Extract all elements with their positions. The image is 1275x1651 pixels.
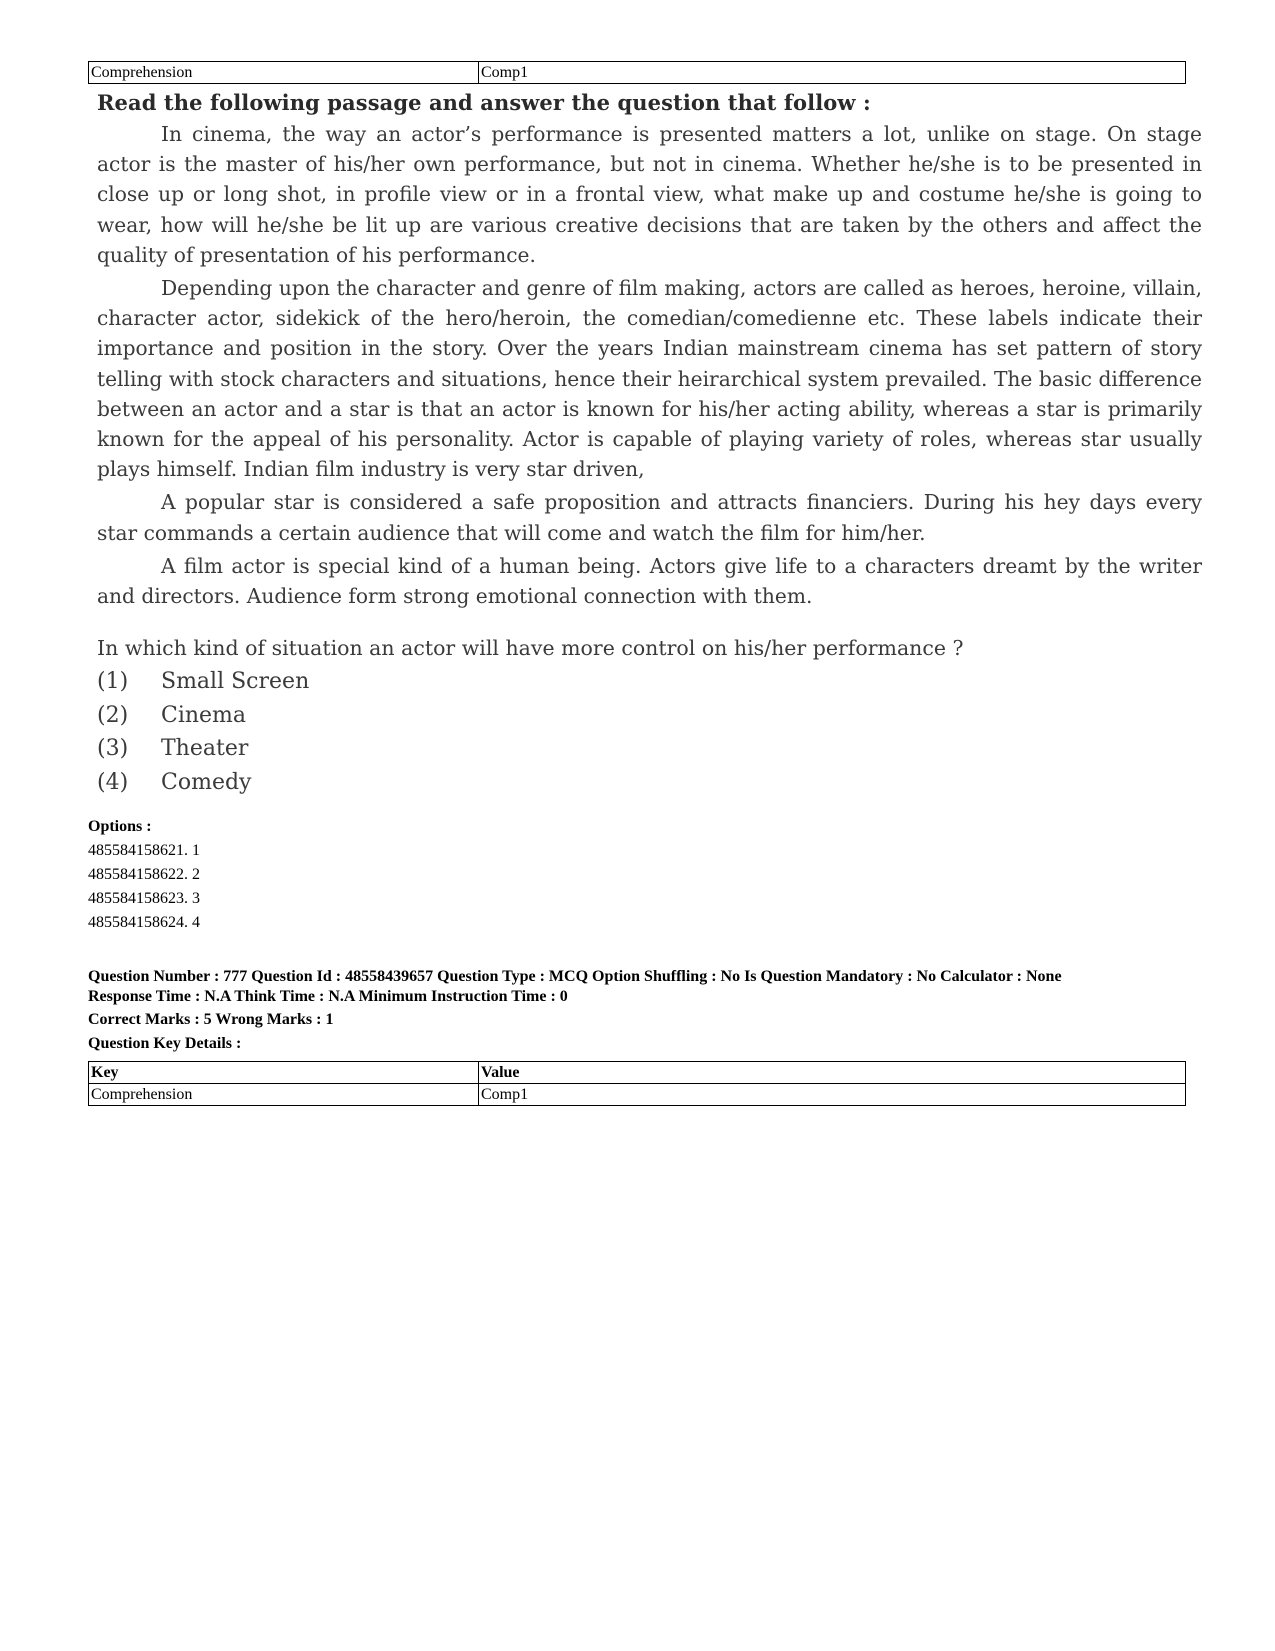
passage-scan — [97, 90, 1202, 799]
choice-number: (2) — [97, 702, 129, 728]
table-row — [89, 1084, 1186, 1106]
option-id-item: 485584158622. 2 — [88, 866, 200, 883]
choice-item — [97, 665, 1202, 699]
marks-line: Correct Marks : 5 Wrong Marks : 1 — [88, 1011, 334, 1028]
metadata-line: Response Time : N.A Think Time : N.A Minimum Instruction Time : 0 — [88, 988, 568, 1005]
key-details-label: Question Key Details : — [88, 1035, 242, 1052]
table-cell-key: Comprehension — [89, 1084, 479, 1106]
table-header-value: Value — [479, 1062, 1186, 1084]
choice-item — [97, 699, 1202, 733]
choice-text: Theater — [161, 736, 249, 762]
metadata-line: Question Number : 777 Question Id : 48558439657 Question Type : MCQ Option Shuffling : No Is Question Mandatory : No Calculator : None — [88, 968, 1062, 985]
passage-paragraph: A popular star is considered a safe proposition and attracts financiers. During his hey days every star commands a certain audience that will come and watch the film for him/her. — [97, 490, 1202, 545]
table-row — [89, 62, 1186, 84]
passage-paragraph: In cinema, the way an actor’s performance is presented matters a lot, unlike on stage. On stage actor is the master of his/her own performance, but not in cinema. Whether he/she is to be presented in close up or long shot, in profile view or in a frontal view, what make up and costume he/she is going to wear, how will he/she be lit up are various creative decisions that are taken by the others and affect the quality of presentation of his performance. — [97, 122, 1202, 267]
passage-heading: Read the following passage and answer the question that follow : — [97, 90, 871, 115]
choice-item — [97, 766, 1202, 800]
table-cell-value: Comp1 — [479, 62, 1186, 84]
option-id-item: 485584158623. 3 — [88, 890, 200, 907]
choice-number: (1) — [97, 669, 129, 695]
top-key-value-table — [88, 61, 1186, 84]
choice-text: Small Screen — [161, 669, 310, 695]
options-list — [88, 815, 200, 935]
table-header-row — [89, 1062, 1186, 1084]
question-text: In which kind of situation an actor will have more control on his/her performance ? — [97, 636, 964, 661]
choice-number: (4) — [97, 769, 129, 795]
choice-text: Cinema — [161, 702, 247, 728]
options-label: Options : — [88, 818, 152, 835]
option-id-item: 485584158621. 1 — [88, 842, 200, 859]
choice-item — [97, 732, 1202, 766]
choice-text: Comedy — [161, 769, 252, 795]
choice-number: (3) — [97, 736, 129, 762]
passage-paragraph: Depending upon the character and genre of film making, actors are called as heroes, heroine, villain, character actor, sidekick of the hero/heroin, the comedian/comedienne etc. These labels indicate their importance and position in the story. Over the years Indian mainstream cinema has set pattern of story telling with stock characters and situations, hence their heirarchical system prevailed. The basic difference between an actor and a star is that an actor is known for his/her acting ability, whereas a star is primarily known for the appeal of his personality. Actor is capable of playing variety of roles, whereas star usually plays himself. Indian film industry is very star driven, — [97, 276, 1202, 482]
table-cell-value: Comp1 — [479, 1084, 1186, 1106]
option-id-item: 485584158624. 4 — [88, 914, 200, 931]
passage-paragraph: A film actor is special kind of a human being. Actors give life to a characters dreamt by the writer and directors. Audience form strong emotional connection with them. — [97, 553, 1202, 609]
question-metadata — [88, 967, 1188, 1007]
question-key-table — [88, 1061, 1186, 1106]
table-cell-key: Comprehension — [89, 62, 479, 84]
table-header-key: Key — [89, 1062, 479, 1084]
